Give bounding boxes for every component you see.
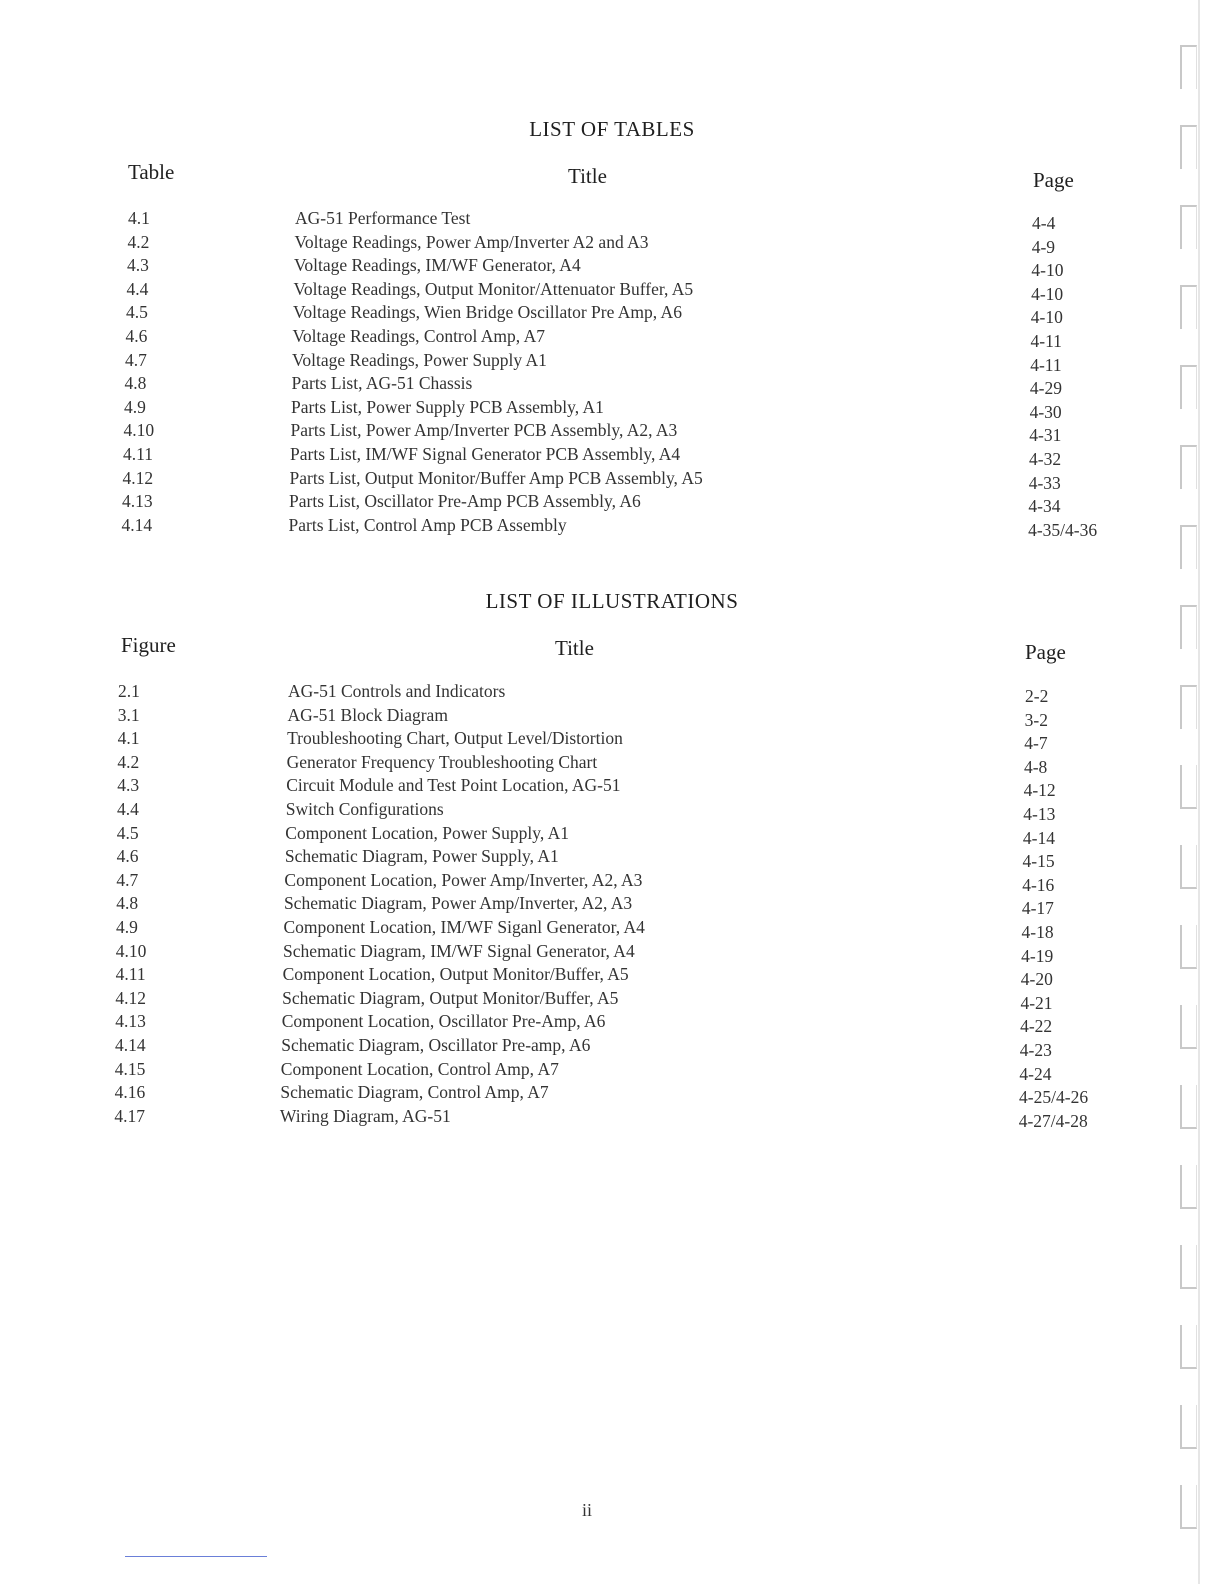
item-title: Generator Frequency Troubleshooting Chart — [286, 751, 598, 772]
item-page: 4-31 — [1029, 425, 1062, 446]
item-number: 4.2 — [127, 231, 150, 252]
item-title: Wiring Diagram, AG-51 — [279, 1105, 451, 1126]
item-number: 4.3 — [117, 775, 140, 796]
item-number: 4.12 — [122, 467, 154, 488]
list-item — [0, 705, 1224, 729]
binder-mark — [1180, 1245, 1197, 1289]
item-number: 4.5 — [126, 302, 148, 323]
item-number: 4.6 — [116, 846, 139, 867]
binder-mark — [1180, 1485, 1197, 1529]
item-page: 4-10 — [1031, 260, 1064, 281]
item-title: Voltage Readings, Power Supply A1 — [292, 349, 547, 370]
item-title: Voltage Readings, Wien Bridge Oscillator Pre Amp, A6 — [293, 302, 682, 323]
item-page: 4-33 — [1028, 472, 1061, 493]
item-number: 4.10 — [123, 420, 155, 441]
item-page: 4-25/4-26 — [1019, 1087, 1089, 1108]
item-number: 4.12 — [115, 987, 147, 1008]
list-item — [0, 964, 1224, 988]
item-page: 4-30 — [1029, 401, 1062, 422]
item-number: 4.7 — [116, 869, 139, 890]
item-title: Troubleshooting Chart, Output Level/Distortion — [287, 728, 623, 749]
binder-mark — [1180, 525, 1197, 569]
figures-column-title-header: Title — [555, 636, 594, 660]
item-page: 4-24 — [1019, 1063, 1052, 1084]
list-item — [0, 752, 1224, 776]
list-item — [0, 870, 1224, 894]
item-number: 4.7 — [125, 349, 147, 370]
item-title: Circuit Module and Test Point Location, AG-51 — [286, 775, 621, 796]
item-page: 4-16 — [1022, 874, 1055, 895]
item-title: Schematic Diagram, IM/WF Signal Generator, A4 — [283, 940, 635, 961]
item-number: 4.10 — [115, 940, 147, 961]
item-title: Parts List, Oscillator Pre-Amp PCB Assembly, A6 — [289, 491, 641, 512]
list-item — [0, 775, 1224, 799]
item-title: Component Location, Output Monitor/Buffer, A5 — [282, 964, 629, 985]
list-item — [0, 1106, 1224, 1130]
item-title: Voltage Readings, Output Monitor/Attenuator Buffer, A5 — [293, 278, 694, 299]
list-item — [0, 941, 1224, 965]
tables-heading: LIST OF TABLES — [529, 117, 695, 141]
item-page: 4-7 — [1024, 733, 1048, 754]
list-item — [0, 988, 1224, 1012]
list-item — [0, 302, 1224, 326]
item-page: 4-9 — [1031, 236, 1056, 257]
list-item — [0, 893, 1224, 917]
list-item — [0, 279, 1224, 303]
item-page: 4-14 — [1022, 827, 1055, 848]
list-item — [0, 444, 1224, 468]
item-page: 4-27/4-28 — [1018, 1110, 1088, 1131]
item-page: 4-35/4-36 — [1028, 519, 1098, 540]
list-item — [0, 799, 1224, 823]
item-title: Component Location, Control Amp, A7 — [280, 1058, 559, 1079]
item-page: 4-12 — [1023, 780, 1056, 801]
item-page: 4-15 — [1022, 851, 1055, 872]
item-number: 4.3 — [127, 255, 149, 276]
list-item — [0, 515, 1224, 539]
item-number: 4.8 — [116, 893, 139, 914]
item-number: 4.1 — [128, 208, 150, 228]
item-page: 4-8 — [1023, 756, 1048, 777]
item-title: Switch Configurations — [285, 799, 444, 819]
item-title: Component Location, Power Supply, A1 — [285, 822, 570, 843]
item-page: 4-13 — [1023, 804, 1056, 824]
list-item — [0, 846, 1224, 870]
item-number: 4.5 — [116, 822, 139, 843]
list-item — [0, 326, 1224, 350]
binder-mark — [1180, 125, 1197, 169]
item-page: 4-29 — [1029, 378, 1062, 399]
binder-mark — [1180, 1325, 1197, 1369]
item-title: Parts List, Output Monitor/Buffer Amp PCB Assembly, A5 — [289, 467, 703, 488]
binder-mark — [1180, 445, 1197, 489]
item-page: 4-19 — [1021, 945, 1054, 966]
item-title: Voltage Readings, Control Amp, A7 — [292, 326, 545, 346]
item-page: 4-34 — [1028, 496, 1061, 517]
item-number: 4.4 — [126, 278, 149, 299]
item-title: Schematic Diagram, Oscillator Pre-amp, A6 — [281, 1035, 591, 1055]
list-item — [0, 468, 1224, 492]
item-title: Parts List, Power Amp/Inverter PCB Assembly, A2, A3 — [290, 420, 678, 441]
list-item — [0, 1035, 1224, 1059]
item-number: 4.11 — [123, 444, 153, 464]
page-number: ii — [581, 1500, 592, 1520]
list-item — [0, 420, 1224, 444]
list-item — [0, 232, 1224, 256]
item-title: Voltage Readings, Power Amp/Inverter A2 and A3 — [294, 231, 649, 252]
item-title: Parts List, AG-51 Chassis — [291, 373, 473, 394]
list-item — [0, 917, 1224, 941]
binder-mark — [1180, 925, 1197, 969]
item-number: 4.8 — [124, 373, 147, 394]
list-item — [0, 1059, 1224, 1083]
binder-mark — [1180, 685, 1197, 729]
item-title: Parts List, IM/WF Signal Generator PCB Assembly, A4 — [290, 444, 681, 464]
item-page: 4-11 — [1030, 331, 1062, 351]
item-title: Component Location, Power Amp/Inverter, A2, A3 — [284, 869, 643, 890]
list-item — [0, 1082, 1224, 1106]
item-page: 4-10 — [1030, 307, 1063, 328]
page-right-edge — [1198, 0, 1200, 1584]
item-title: Schematic Diagram, Power Amp/Inverter, A2, A3 — [283, 893, 633, 914]
item-number: 3.1 — [117, 704, 140, 725]
binder-mark — [1180, 765, 1197, 809]
item-title: Component Location, Oscillator Pre-Amp, A6 — [281, 1011, 606, 1032]
item-number: 4.17 — [114, 1105, 146, 1126]
item-title: Schematic Diagram, Power Supply, A1 — [284, 846, 559, 867]
item-number: 4.14 — [121, 514, 153, 535]
bottom-rule — [125, 1556, 267, 1557]
item-page: 3-2 — [1024, 709, 1048, 730]
list-item — [0, 491, 1224, 515]
binder-mark — [1180, 605, 1197, 649]
item-number: 4.14 — [115, 1035, 146, 1055]
binder-mark — [1180, 205, 1197, 249]
item-page: 4-23 — [1019, 1040, 1052, 1060]
item-number: 2.1 — [118, 681, 140, 701]
item-number: 4.13 — [122, 491, 153, 512]
list-item — [0, 1011, 1224, 1035]
item-page: 4-18 — [1021, 922, 1054, 942]
figures-column-page-header: Page — [1025, 640, 1066, 664]
item-title: Schematic Diagram, Output Monitor/Buffer, A5 — [282, 987, 619, 1008]
list-item — [0, 681, 1224, 705]
binder-mark — [1180, 1405, 1197, 1449]
item-number: 4.9 — [116, 917, 138, 937]
item-title: Schematic Diagram, Control Amp, A7 — [280, 1082, 549, 1103]
binder-mark — [1180, 1165, 1197, 1209]
item-page: 4-32 — [1029, 449, 1062, 469]
illustrations-heading: LIST OF ILLUSTRATIONS — [485, 589, 739, 613]
tables-column-page-header: Page — [1033, 168, 1074, 192]
item-number: 4.2 — [117, 751, 140, 772]
item-number: 4.11 — [115, 964, 146, 985]
item-page: 2-2 — [1025, 686, 1049, 706]
item-page: 4-4 — [1032, 213, 1056, 233]
item-number: 4.6 — [125, 326, 148, 346]
item-title: Component Location, IM/WF Siganl Generator, A4 — [283, 917, 645, 937]
list-item — [0, 208, 1224, 232]
binder-mark — [1180, 1085, 1197, 1129]
list-item — [0, 728, 1224, 752]
list-item — [0, 350, 1224, 374]
item-title: Voltage Readings, IM/WF Generator, A4 — [294, 255, 581, 276]
list-item — [0, 823, 1224, 847]
item-number: 4.16 — [114, 1082, 146, 1103]
item-page: 4-11 — [1030, 354, 1062, 375]
item-number: 4.9 — [124, 396, 146, 417]
binder-mark — [1180, 845, 1197, 889]
item-title: Parts List, Control Amp PCB Assembly — [288, 514, 567, 535]
item-number: 4.4 — [117, 799, 139, 819]
figures-column-number-header: Figure — [121, 633, 176, 657]
list-item — [0, 397, 1224, 421]
binder-mark — [1180, 1005, 1197, 1049]
tables-column-number-header: Table — [128, 160, 175, 184]
item-title: AG-51 Block Diagram — [287, 704, 448, 725]
item-page: 4-17 — [1021, 898, 1054, 919]
list-item — [0, 373, 1224, 397]
item-number: 4.15 — [114, 1058, 146, 1079]
item-page: 4-22 — [1020, 1016, 1053, 1037]
list-item — [0, 255, 1224, 279]
binder-mark — [1180, 45, 1197, 89]
item-title: AG-51 Performance Test — [295, 208, 471, 228]
item-number: 4.1 — [117, 728, 140, 749]
item-page: 4-21 — [1020, 992, 1053, 1013]
binder-mark — [1180, 285, 1197, 329]
binder-mark — [1180, 365, 1197, 409]
item-title: AG-51 Controls and Indicators — [288, 681, 506, 701]
tables-column-title-header: Title — [568, 164, 607, 188]
item-page: 4-10 — [1031, 283, 1064, 304]
item-page: 4-20 — [1020, 969, 1053, 990]
item-number: 4.13 — [115, 1011, 146, 1032]
item-title: Parts List, Power Supply PCB Assembly, A1 — [291, 396, 604, 417]
